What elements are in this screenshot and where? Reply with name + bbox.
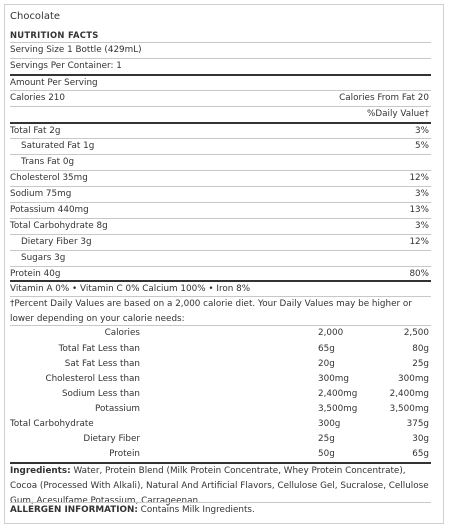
dv-table-row	[10, 387, 431, 402]
nutrition-facts-heading: NUTRITION FACTS	[10, 30, 99, 40]
allergen-info	[10, 503, 431, 518]
daily-value-header: %Daily Value†	[367, 109, 429, 119]
dv-table-row	[10, 432, 431, 447]
ingredients-label: Ingredients:	[10, 466, 71, 476]
dv-table-2000: 65g	[318, 344, 335, 354]
nutrient-row	[10, 138, 431, 153]
dv-table-2500: 65g	[412, 449, 429, 459]
nutrient-label: Cholesterol 35mg	[10, 173, 88, 183]
dv-table-label: Sodium Less than	[61, 389, 140, 399]
nutrient-dv: 12%	[409, 173, 429, 183]
nutrient-row	[10, 234, 431, 249]
dv-table-label: Dietary Fiber	[83, 434, 140, 444]
dv-table-2000: 300mg	[318, 374, 349, 384]
daily-value-footnote: †Percent Daily Values are based on a 2,000 calorie diet. Your Daily Values may be higher or lower depending on your calorie needs:	[10, 299, 412, 324]
dv-table-2500: 300mg	[398, 374, 429, 384]
serving-size-row	[10, 42, 431, 57]
nutrient-label: Total Carbohydrate 8g	[10, 221, 108, 231]
dv-table-label: Total Carbohydrate	[10, 419, 94, 429]
nutrient-row	[10, 266, 431, 281]
calories: Calories 210	[10, 93, 66, 103]
dv-table-header	[10, 326, 431, 341]
nutrient-label: Potassium 440mg	[10, 205, 89, 215]
nutrient-dv: 5%	[415, 141, 429, 151]
dv-table-row	[10, 372, 431, 387]
nutrient-label: Sugars 3g	[21, 253, 66, 263]
dv-table-2500: 25g	[412, 359, 429, 369]
dv-table-2500: 2,400mg	[389, 389, 429, 399]
nutrient-dv: 3%	[415, 221, 429, 231]
daily-value-header-row	[10, 106, 431, 121]
dv-table-label: Cholesterol Less than	[45, 374, 140, 384]
dv-table-2500: 2,500	[403, 328, 429, 338]
dv-table-label: Sat Fat Less than	[64, 359, 140, 369]
vitamins-row	[10, 280, 431, 296]
nutrient-label: Dietary Fiber 3g	[21, 237, 92, 247]
nutrient-label: Saturated Fat 1g	[21, 141, 95, 151]
flavor-title: Chocolate	[10, 11, 61, 22]
dv-table-2000: 2,400mg	[318, 389, 358, 399]
nutrient-label: Protein 40g	[10, 269, 61, 279]
allergen-text: Contains Milk Ingredients.	[140, 505, 255, 515]
servings-per-container-row	[10, 58, 431, 73]
dv-table-label: Total Fat Less than	[58, 344, 140, 354]
dv-table-label: Calories	[104, 328, 140, 338]
dv-table-2500: 30g	[412, 434, 429, 444]
dv-table-2000: 2,000	[318, 328, 344, 338]
dv-table-2000: 300g	[318, 419, 341, 429]
dv-table-2000: 25g	[318, 434, 335, 444]
calories-from-fat: Calories From Fat 20	[339, 93, 429, 103]
dv-table-2000: 50g	[318, 449, 335, 459]
dv-table-2500: 80g	[412, 344, 429, 354]
nutrient-row	[10, 202, 431, 217]
nutrient-dv: 12%	[409, 237, 429, 247]
dv-table-row	[10, 402, 431, 417]
nutrient-dv: 3%	[415, 126, 429, 136]
nutrient-row	[10, 250, 431, 265]
nutrient-row	[10, 170, 431, 185]
dv-table-row	[10, 417, 431, 432]
vitamins: Vitamin A 0% • Vitamin C 0% Calcium 100% • Iron 8%	[10, 284, 251, 294]
dv-table-2000: 20g	[318, 359, 335, 369]
nutrient-row	[10, 186, 431, 201]
dv-table-2000: 3,500mg	[318, 404, 358, 414]
dv-table-2500: 375g	[406, 419, 429, 429]
amount-per-serving: Amount Per Serving	[10, 78, 98, 88]
nutrient-label: Trans Fat 0g	[21, 157, 75, 167]
servings-per-container: Servings Per Container: 1	[10, 61, 122, 71]
nutrient-label: Total Fat 2g	[10, 126, 61, 136]
nutrient-label: Sodium 75mg	[10, 189, 72, 199]
nutrient-row	[10, 218, 431, 233]
nutrient-dv: 3%	[415, 189, 429, 199]
dv-table-row	[10, 447, 431, 462]
nutrient-dv: 13%	[409, 205, 429, 215]
calories-row	[10, 90, 431, 105]
nutrient-row	[10, 122, 431, 138]
nutrient-row	[10, 154, 431, 169]
amount-per-serving-row	[10, 74, 431, 90]
dv-table-label: Potassium	[95, 404, 140, 414]
serving-size: Serving Size 1 Bottle (429mL)	[10, 45, 142, 55]
nutrient-dv: 80%	[409, 269, 429, 279]
dv-table-label: Protein	[109, 449, 140, 459]
dv-table-row	[10, 357, 431, 372]
allergen-label: ALLERGEN INFORMATION:	[10, 505, 138, 515]
dv-table-2500: 3,500mg	[389, 404, 429, 414]
ingredients-text: Water, Protein Blend (Milk Protein Concentrate, Whey Protein Concentrate), Cocoa (Processed With Alkali), Natural And Artificial Flavors, Cellulose Gel, Sucralose, Cellulose Gum, Acesulfame Potassium, Carrageenan.	[10, 466, 429, 506]
dv-table-row	[10, 342, 431, 357]
